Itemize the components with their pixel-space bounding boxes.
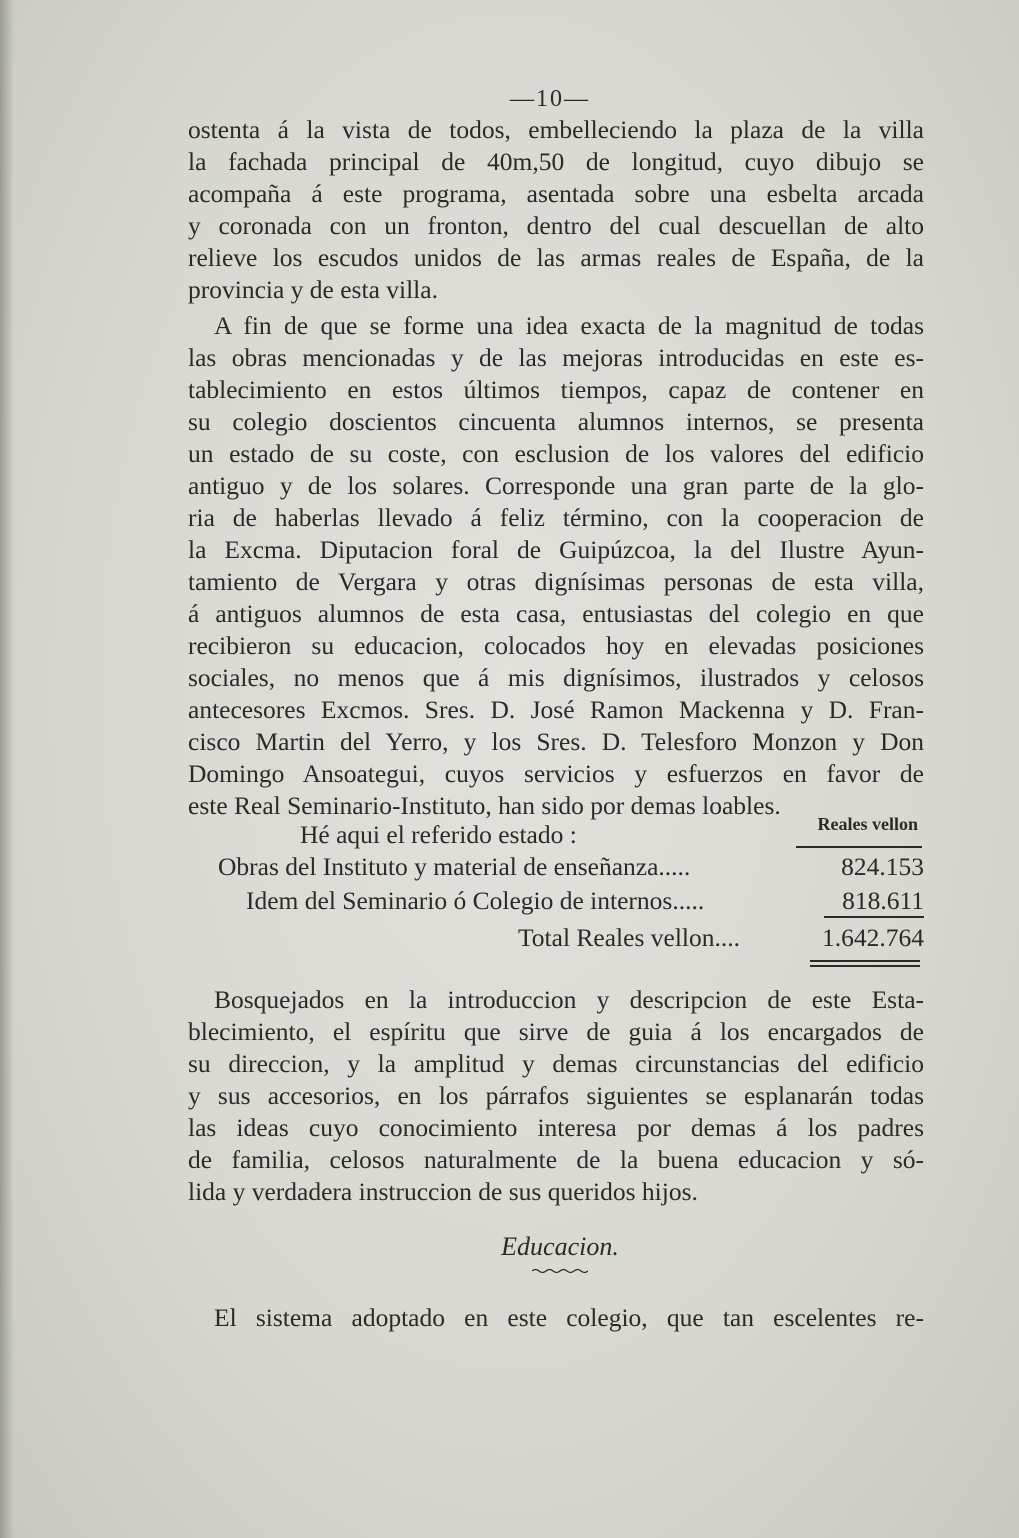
table-row — [218, 852, 924, 884]
total-double-rule — [810, 960, 920, 962]
total-row — [518, 923, 924, 955]
text-line: acompaña á este programa, asentada sobre una esbelta arcada — [188, 179, 924, 208]
heading-ornament-icon — [532, 1268, 588, 1274]
text-line: la fachada principal de 40m,50 de longitud, cuyo dibujo se — [188, 147, 924, 176]
text-line: su direccion, y la amplitud y demas circunstancias del edificio — [188, 1049, 924, 1078]
text-line: un estado de su coste, con esclusion de los valores del edificio — [188, 439, 924, 468]
text-line: lida y verdadera instruccion de sus queridos hijos. — [188, 1177, 698, 1206]
text-line: Bosquejados en la introduccion y descripcion de este Esta- — [214, 985, 924, 1014]
text-line: blecimiento, el espíritu que sirve de guia á los encargados de — [188, 1017, 924, 1046]
text-line: á antiguos alumnos de esta casa, entusiastas del colegio en que — [188, 599, 924, 628]
page-number: —10— — [510, 86, 590, 112]
text-line: relieve los escudos unidos de las armas reales de España, de la — [188, 243, 924, 272]
text-line: antecesores Excmos. Sres. D. José Ramon Mackenna y D. Fran- — [188, 695, 924, 724]
cost-row-label: Obras del Instituto y material de enseñanza..... — [218, 852, 691, 881]
paragraph-education — [188, 1302, 924, 1334]
text-line: ria de haberlas llevado á feliz término, con la cooperacion de — [188, 503, 924, 532]
text-line: de familia, celosos naturalmente de la buena educacion y só- — [188, 1145, 924, 1174]
text-line: las ideas cuyo conocimiento interesa por demas á los padres — [188, 1113, 924, 1142]
text-line: las obras mencionadas y de las mejoras introducidas en este es- — [188, 343, 924, 372]
subtotal-rule — [824, 916, 924, 918]
text-line: este Real Seminario-Instituto, han sido por demas loables. — [188, 791, 781, 820]
text-line: El sistema adoptado en este colegio, que tan escelentes re- — [214, 1303, 924, 1332]
text-line: ostenta á la vista de todos, embelleciendo la plaza de la villa — [188, 115, 924, 144]
total-value: 1.642.764 — [822, 923, 924, 952]
text-line: la Excma. Diputacion foral de Guipúzcoa, la del Ilustre Ayun- — [188, 535, 924, 564]
text-line: su colegio doscientos cincuenta alumnos internos, se presenta — [188, 407, 924, 436]
paragraph-facade-description — [188, 114, 924, 306]
text-line: A fin de que se forme una idea exacta de la magnitud de todas — [214, 311, 924, 340]
header-rule — [796, 846, 922, 848]
cost-row-value: 818.611 — [842, 886, 924, 915]
cost-row-value: 824.153 — [841, 852, 924, 881]
text-line: cisco Martin del Yerro, y los Sres. D. Telesforo Monzon y Don — [188, 727, 924, 756]
cost-row-label: Idem del Seminario ó Colegio de internos..... — [246, 886, 705, 915]
text-line: Domingo Ansoategui, cuyos servicios y esfuerzos en favor de — [188, 759, 924, 788]
cost-table-intro: Hé aqui el referido estado : — [300, 820, 577, 849]
text-line: tablecimiento en estos últimos tiempos, capaz de contener en — [188, 375, 924, 404]
text-line: y coronada con un fronton, dentro del cual descuellan de alto — [188, 211, 924, 240]
text-line: antiguo y de los solares. Corresponde una gran parte de la glo- — [188, 471, 924, 500]
text-line: sociales, no menos que á mis dignísimos, ilustrados y celosos — [188, 663, 924, 692]
section-heading: Educacion. — [501, 1232, 619, 1261]
total-double-rule — [810, 965, 920, 967]
paragraph-summary — [188, 984, 924, 1208]
paragraph-cost-statement — [188, 310, 924, 822]
text-line: recibieron su educacion, colocados hoy en elevadas posiciones — [188, 631, 924, 660]
text-line: tamiento de Vergara y otras dignísimas personas de esta villa, — [188, 567, 924, 596]
cost-table-column-header: Reales vellon — [817, 814, 918, 834]
text-line: y sus accesorios, en los párrafos siguientes se esplanarán todas — [188, 1081, 924, 1110]
text-line: provincia y de esta villa. — [188, 275, 438, 304]
table-row — [246, 886, 924, 918]
total-label: Total Reales vellon.... — [518, 923, 740, 952]
